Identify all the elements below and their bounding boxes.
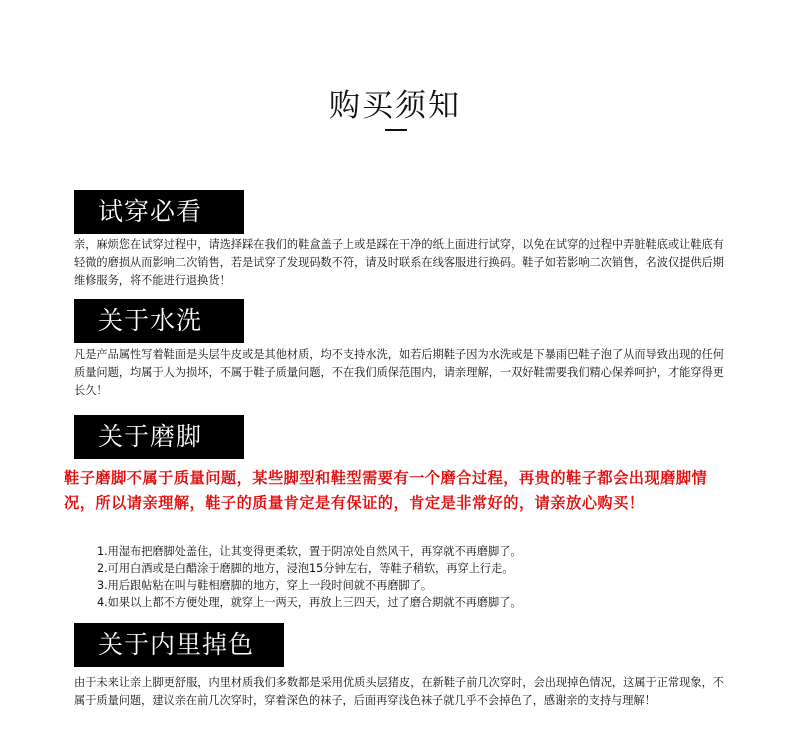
section-text-lining-color: 由于未来让亲上脚更舒服，内里材质我们多数都是采用优质头层猪皮，在新鞋子前几次穿时，会出现掉色情况，这属于正常现象，不属于质量问题，建议亲在前几次穿时，穿着深色的袜子，后面再穿浅色袜子就几乎不会掉色了，感谢亲的支持与理解！ <box>74 676 724 708</box>
rubbing-highlight-notice: 鞋子磨脚不属于质量问题，某些脚型和鞋型需要有一个磨合过程，再贵的鞋子都会出现磨脚情况，所以请亲理解，鞋子的质量肯定是有保证的，肯定是非常好的，请亲放心购买！ <box>64 469 708 512</box>
title-underline <box>385 129 407 131</box>
list-item: 1.用湿布把磨脚处盖住，让其变得更柔软，置于阴凉处自然风干，再穿就不再磨脚了。 <box>97 545 522 558</box>
section-text-try-on: 亲，麻烦您在试穿过程中，请选择踩在我们的鞋盒盖子上或是踩在干净的纸上面进行试穿，以免在试穿的过程中弄脏鞋底或让鞋底有轻微的磨损从而影响二次销售，若是试穿了发现码数不符，请及时联系在线客服进行换码。鞋子如若影响二次销售，名波仅提供后期维修服务，将不能进行退换货！ <box>74 238 724 288</box>
page-title: 购买须知 <box>329 88 461 124</box>
section-label-lining-color: 关于内里掉色 <box>74 623 284 667</box>
list-item: 4.如果以上都不方便处理，就穿上一两天，再放上三四天，过了磨合期就不再磨脚了。 <box>97 596 522 609</box>
section-label-rubbing: 关于磨脚 <box>74 415 244 459</box>
section-label-try-on: 试穿必看 <box>74 190 244 234</box>
list-item: 2.可用白酒或是白醋涂于磨脚的地方，浸泡15分钟左右，等鞋子稍软，再穿上行走。 <box>97 562 514 575</box>
section-text-washing: 凡是产品属性写着鞋面是头层牛皮或是其他材质，均不支持水洗，如若后期鞋子因为水洗或是下暴雨巴鞋子泡了从而导致出现的任何质量问题，均属于人为损坏，不属于鞋子质量问题，不在我们质保范围内，请亲理解，一双好鞋需要我们精心保养呵护，才能穿得更长久！ <box>74 348 724 398</box>
rubbing-tips-list <box>97 543 717 611</box>
list-item: 3.用后跟帖粘在叫与鞋相磨脚的地方，穿上一段时间就不再磨脚了。 <box>97 579 433 592</box>
section-label-washing: 关于水洗 <box>74 299 244 343</box>
